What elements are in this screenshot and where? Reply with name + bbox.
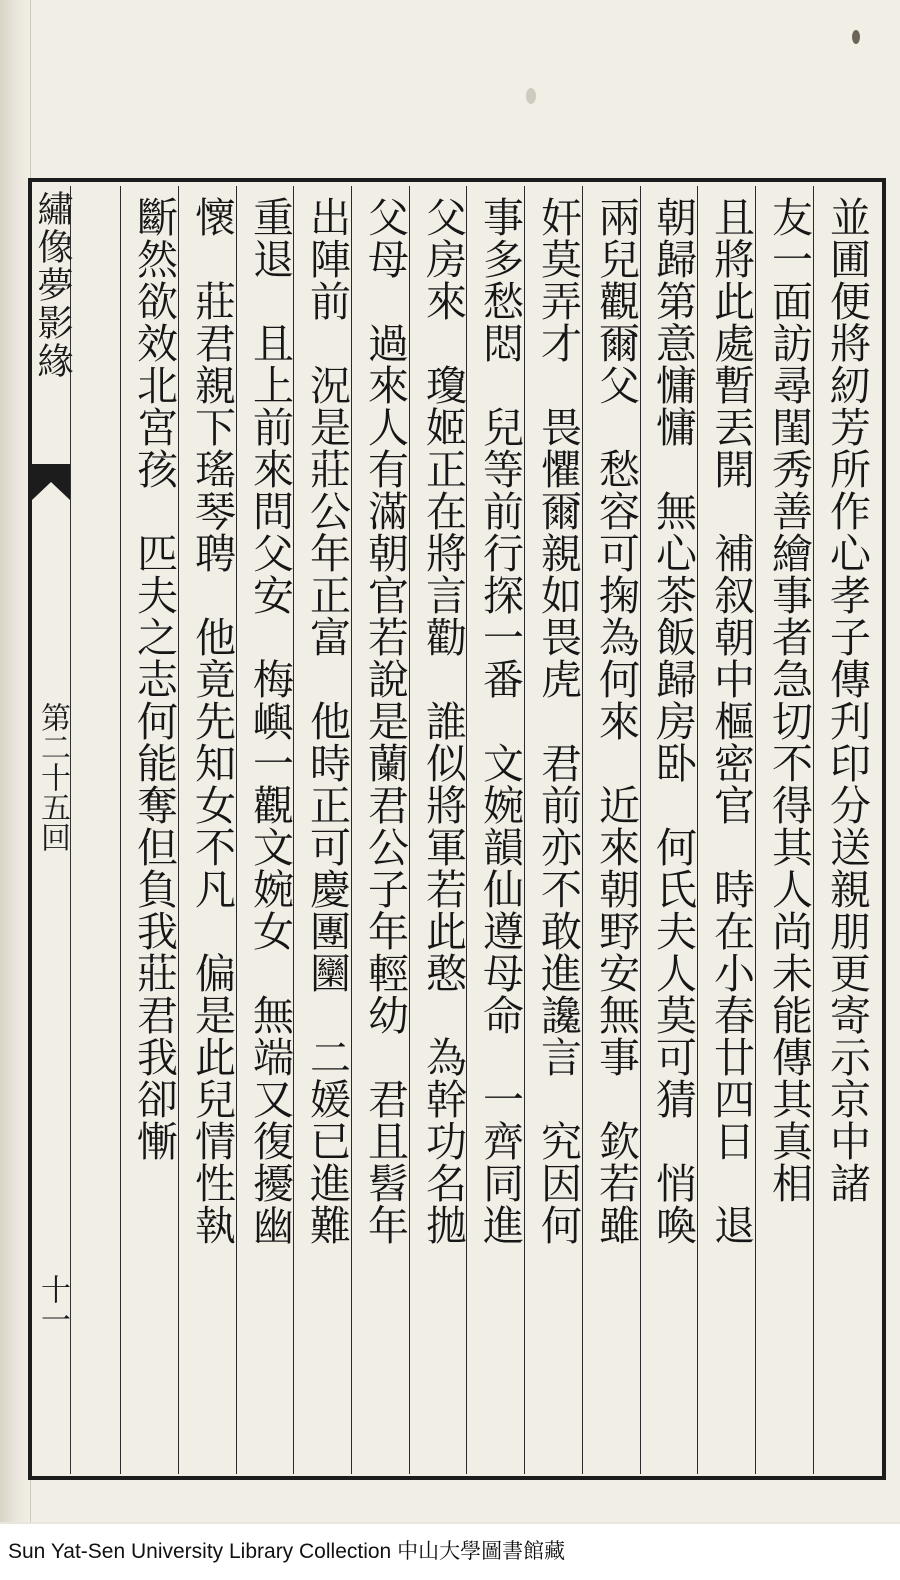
fishtail-mark-icon (30, 462, 72, 502)
text-column: 懷 莊君親下瑤琴聘 他竟先知女不凡 偏是此兒情性執 (188, 196, 236, 1246)
paper-blemish (852, 30, 860, 44)
text-column: 出陣前 況是莊公年正富 他時正可慶團圞 二媛已進難 (303, 196, 351, 1246)
text-column: 事多愁悶 兒等前行探一番 文婉韻仙遵母命 一齊同進 (476, 196, 524, 1246)
column-rule (120, 186, 121, 1474)
text-column: 奸莫弄才 畏懼爾親如畏虎 君前亦不敢進讒言 究因何 (534, 196, 582, 1246)
text-column: 父母 過來人有滿朝官若說是蘭君公子年輕幼 君且髫年 (361, 196, 409, 1246)
text-column: 兩兒觀爾父 愁容可掬為何來 近來朝野安無事 欽若雖 (592, 196, 640, 1246)
text-column: 父房來 瓊姬正在將言勸 誰似將軍若此憨 為幹功名拋 (419, 196, 467, 1246)
book-spine (0, 0, 31, 1522)
chapter-label: 第二十五回 (35, 702, 70, 852)
paper-blemish (526, 88, 536, 104)
text-column: 斷然欲效北宮孩 匹夫之志何能奪但負我莊君我卻慚 (130, 196, 178, 1162)
text-column: 友一面訪尋閨秀善繪事者急切不得其人尚未能傳其真相 (765, 196, 813, 1204)
folio-number: 十一 (35, 1274, 70, 1334)
text-column: 朝歸第意慵慵 無心茶飯歸房卧 何氏夫人莫可猜 悄喚 (649, 196, 697, 1246)
library-credit: Sun Yat-Sen University Library Collection 中山大學圖書館藏 (0, 1524, 900, 1580)
banxin-gutter (30, 182, 72, 1476)
text-column: 並圃便將紉芳所作心孝子傳刋印分送親朋更寄示京中諸 (823, 196, 871, 1204)
text-column: 且將此處暫丟開 補叙朝中樞密官 時在小春廿四日 退 (707, 196, 755, 1246)
book-title: 繡像夢影緣 (32, 190, 73, 380)
text-column: 重退 且上前來問父安 梅嶼一觀文婉女 無端又復擾幽 (246, 196, 294, 1246)
